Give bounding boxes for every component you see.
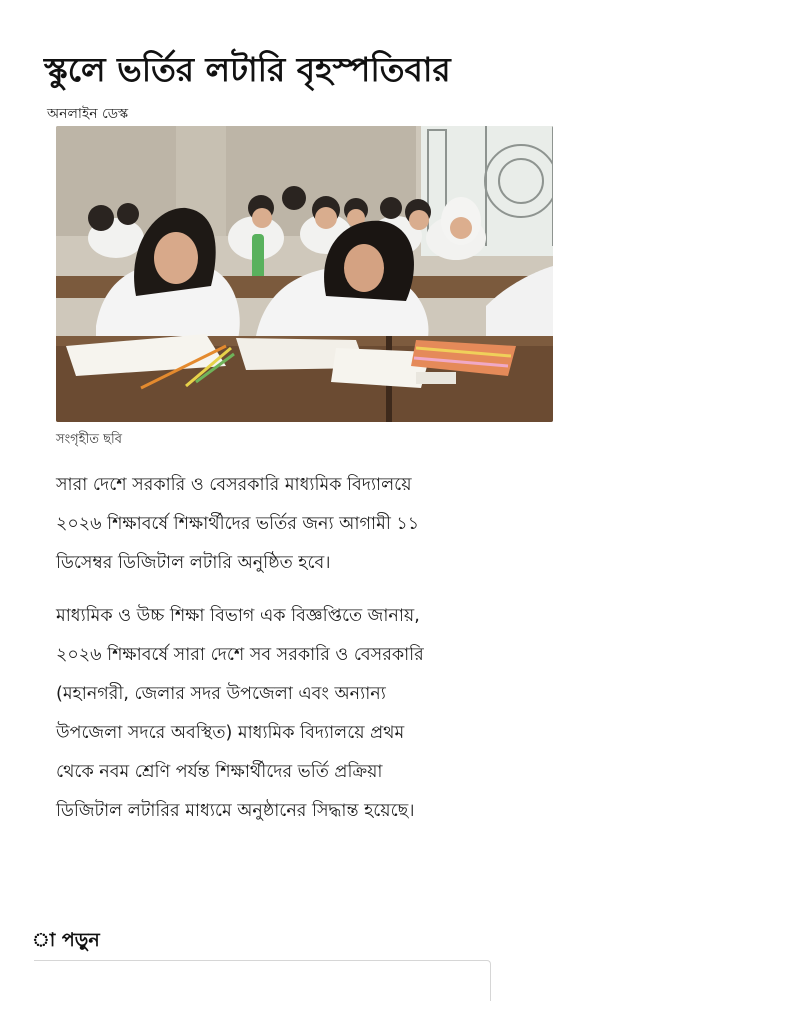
article-paragraph: মাধ্যমিক ও উচ্চ শিক্ষা বিভাগ এক বিজ্ঞপ্তিতে জানায়, ২০২৬ শিক্ষাবর্ষে সারা দেশে সব সরকারি ও বেসরকারি (মহানগরী, জেলার সদর উপজেলা এবং অন্যান্য উপজেলা সদরে অবস্থিত) মাধ্যমিক বিদ্যালয়ে প্রথম থেকে নবম শ্রেণি পর্যন্ত শিক্ষার্থীদের ভর্তি প্রক্রিয়া ডিজিটাল লটারির মাধ্যমে অনুষ্ঠানের সিদ্ধান্ত হয়েছে।	[56, 606, 424, 821]
article-body	[56, 466, 436, 845]
article-headline: স্কুলে ভর্তির লটারি বৃহস্পতিবার	[44, 50, 451, 89]
read-more-card[interactable]	[34, 960, 491, 1001]
read-more-heading: া পড়ুন	[32, 929, 100, 951]
article-paragraph: সারা দেশে সরকারি ও বেসরকারি মাধ্যমিক বিদ্যালয়ে ২০২৬ শিক্ষাবর্ষে শিক্ষার্থীদের ভর্তির জন্য আগামী ১১ ডিসেম্বর ডিজিটাল লটারি অনুষ্ঠিত হবে।	[56, 475, 420, 573]
image-caption: সংগৃহীত ছবি	[56, 432, 122, 447]
article-byline: অনলাইন ডেস্ক	[47, 106, 129, 122]
article-photo	[56, 126, 553, 422]
